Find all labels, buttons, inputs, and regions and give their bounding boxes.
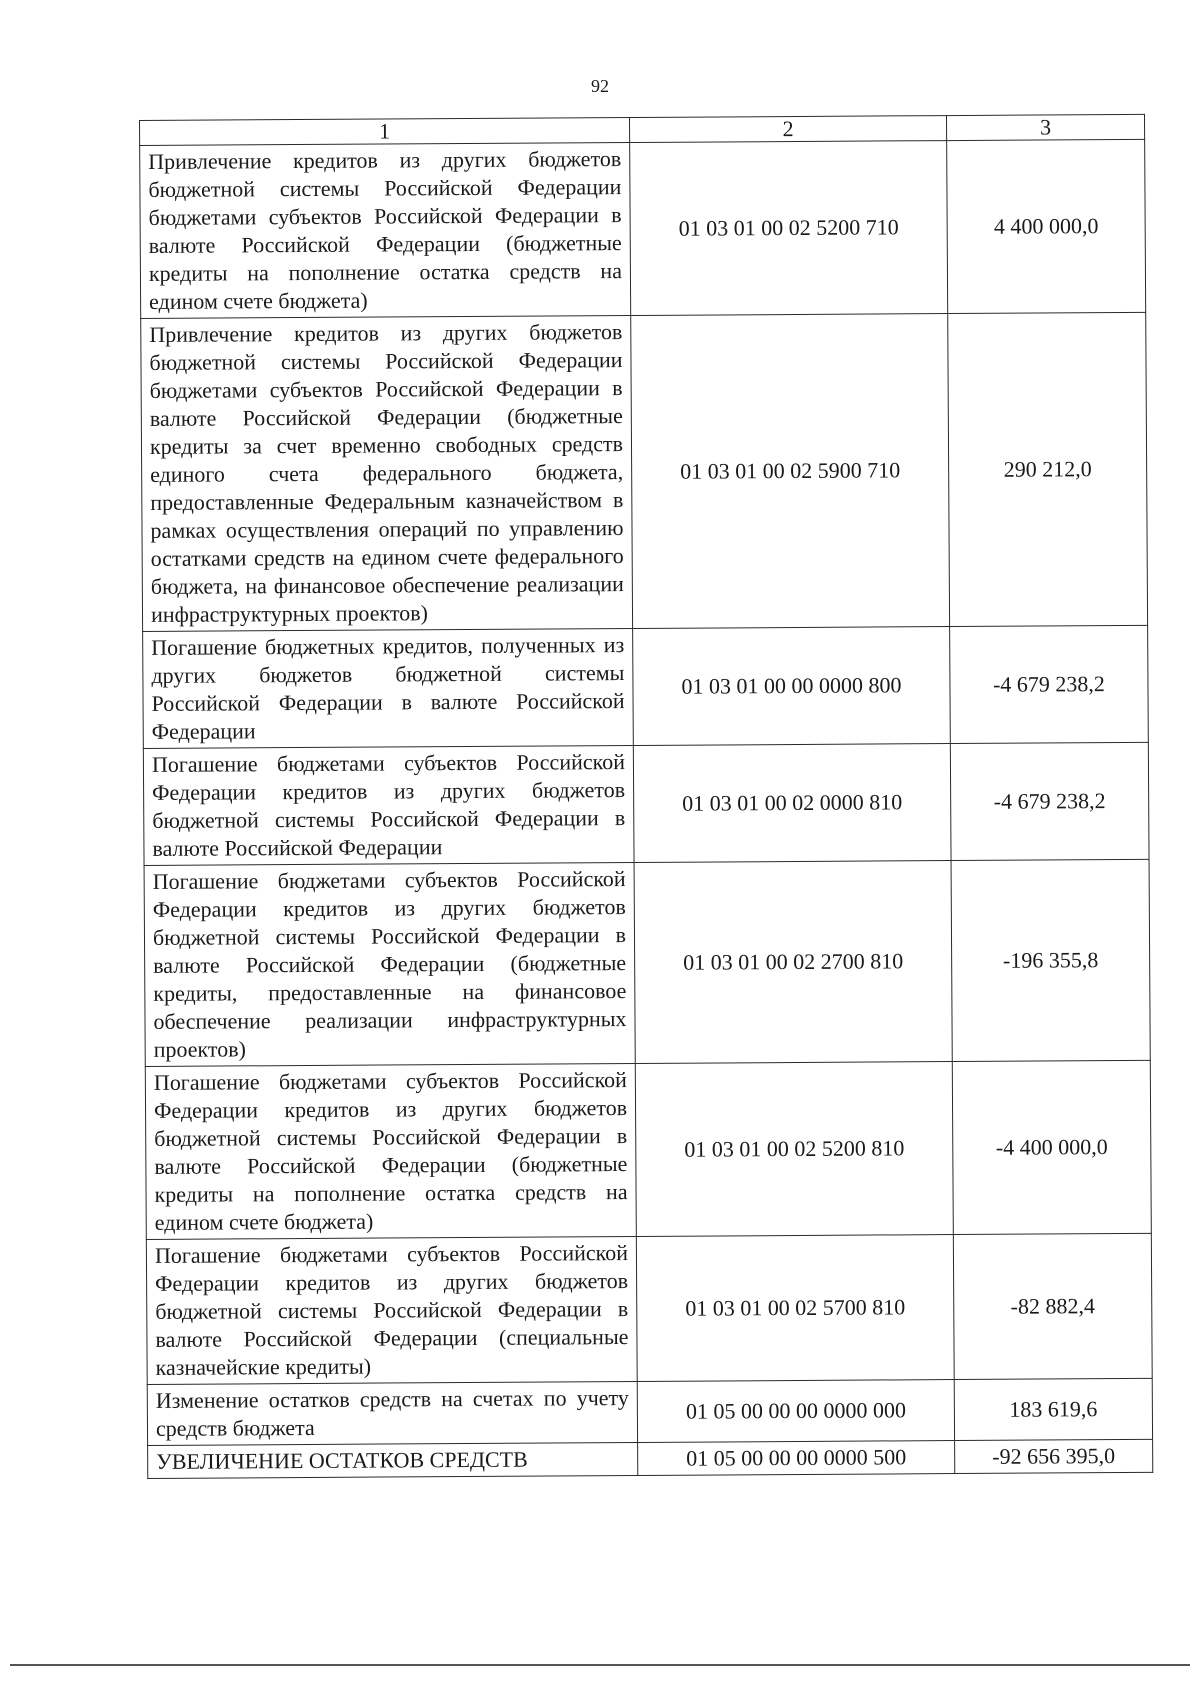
table-row — [145, 1060, 1151, 1239]
row-code: 01 03 01 00 02 5900 710 — [631, 314, 950, 629]
page-bottom-rule — [10, 1664, 1190, 1666]
row-code: 01 03 01 00 02 2700 810 — [634, 861, 952, 1064]
table-row — [147, 1378, 1152, 1445]
row-name: Изменение остатков средств на счетах по учету средств бюджета — [147, 1381, 637, 1445]
row-code: 01 03 01 00 02 5200 710 — [630, 141, 948, 316]
row-code: 01 03 01 00 00 0000 800 — [633, 627, 951, 746]
row-code: 01 03 01 00 02 5200 810 — [635, 1062, 953, 1237]
table-row — [148, 1439, 1153, 1478]
row-amount: -92 656 395,0 — [955, 1439, 1153, 1473]
column-header-1: 1 — [140, 118, 630, 146]
row-name: Погашение бюджетами субъектов Российской Федерации кредитов из других бюджетов бюджетной системы Российской Федерации в валюте Российской Федерации — [143, 745, 634, 865]
page-number: 92 — [591, 76, 609, 96]
row-name: Погашение бюджетами субъектов Российской Федерации кредитов из других бюджетов бюджетной системы Российской Федерации в валюте Российской Федерации (бюджетные кредиты на пополнение остатка средств на едином счете бюджета) — [145, 1063, 636, 1239]
row-amount: -4 400 000,0 — [952, 1060, 1151, 1234]
table-row — [146, 1233, 1152, 1384]
row-name: Погашение бюджетных кредитов, полученных из других бюджетов бюджетной системы Российской Федерации в валюте Российской Федерации — [143, 628, 634, 748]
row-amount: 290 212,0 — [948, 312, 1148, 626]
row-code: 01 05 00 00 00 0000 000 — [637, 1380, 954, 1443]
table-row — [141, 312, 1148, 631]
row-code: 01 03 01 00 02 5700 810 — [636, 1235, 954, 1382]
row-amount: -4 679 238,2 — [950, 742, 1149, 860]
row-name: Привлечение кредитов из других бюджетов бюджетной системы Российской Федерации бюджетами субъектов Российской Федерации в валюте Российской Федерации (бюджетные кредиты на пополнение остатка средств на едином счете бюджета) — [140, 143, 631, 319]
row-code: 01 03 01 00 02 0000 810 — [633, 744, 951, 863]
row-amount: -4 679 238,2 — [950, 625, 1149, 743]
table-row — [143, 742, 1149, 865]
column-header-2: 2 — [629, 116, 946, 143]
row-amount: -196 355,8 — [951, 859, 1150, 1061]
row-amount: -82 882,4 — [953, 1233, 1152, 1379]
table-row — [140, 139, 1146, 318]
budget-table — [139, 114, 1153, 1479]
row-name: УВЕЛИЧЕНИЕ ОСТАТКОВ СРЕДСТВ — [148, 1442, 638, 1478]
row-amount: 4 400 000,0 — [947, 139, 1146, 313]
row-name: Погашение бюджетами субъектов Российской Федерации кредитов из других бюджетов бюджетной системы Российской Федерации в валюте Российской Федерации (бюджетные кредиты, предоставленные на финансовое обеспечение реализации инфраструктурных проектов) — [144, 862, 635, 1066]
row-code: 01 05 00 00 00 0000 500 — [638, 1441, 955, 1476]
row-name: Погашение бюджетами субъектов Российской Федерации кредитов из других бюджетов бюджетной системы Российской Федерации в валюте Российской Федерации (специальные казначейские кредиты) — [146, 1236, 637, 1384]
column-header-3: 3 — [946, 114, 1144, 140]
row-name: Привлечение кредитов из других бюджетов бюджетной системы Российской Федерации бюджетами субъектов Российской Федерации в валюте Российской Федерации (бюджетные кредиты за счет временно свободных средств единого счета федерального бюджета, предоставленные Федеральным казначейством в рамках осуществления операций по управлению остатками средств на едином счете федерального бюджета, на финансовое обеспечение реализации инфраструктурных проектов) — [141, 316, 633, 632]
row-amount: 183 619,6 — [954, 1378, 1152, 1440]
table-row — [143, 625, 1149, 748]
table-row — [144, 859, 1150, 1066]
